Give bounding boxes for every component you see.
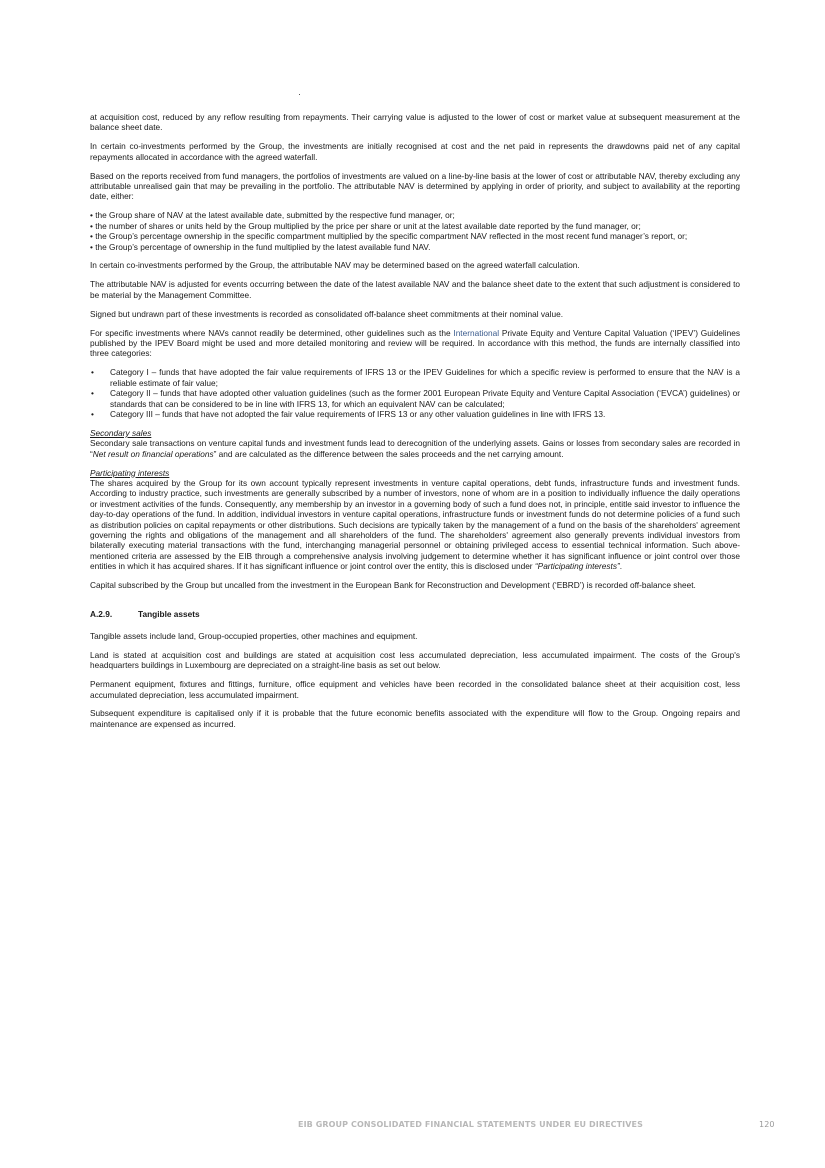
paragraph-carrying-value: at acquisition cost, reduced by any reflow resulting from repayments. Their carrying value is adjusted to the lower of cost or market value at subsequent measurement at the balance sheet date.	[90, 112, 740, 133]
text-span: .	[619, 561, 623, 572]
paragraph-undrawn: Signed but undrawn part of these investments is recorded as consolidated off-balance sheet commitments at their nominal value.	[90, 308, 564, 319]
footer-title: EIB GROUP CONSOLIDATED FINANCIAL STATEMENTS UNDER EU DIRECTIVES	[298, 1120, 643, 1129]
list-item: • Category III – funds that have not adopted the fair value requirements of IFRS 13 or any other valuation guidelines in line with IFRS 13.	[90, 409, 740, 419]
paragraph-ebrd: Capital subscribed by the Group but uncalled from the investment in the European Bank for Reconstruction and Development (‘EBRD’) is recorded off-balance sheet.	[90, 580, 696, 591]
text-span-italic: Net result on financial operations	[92, 448, 214, 459]
document-body	[90, 112, 740, 738]
paragraph-nav-adjustment: The attributable NAV is adjusted for events occurring between the date of the latest available NAV and the balance sheet date to the extent that such adjustment is considered to be material by the Management Committee.	[90, 279, 740, 300]
category-list	[90, 367, 740, 419]
nav-priority-list	[90, 210, 740, 252]
sub-heading-participating-interests: Participating interests	[90, 467, 170, 478]
paragraph-tangible-intro: Tangible assets include land, Group-occupied properties, other machines and equipment.	[90, 630, 418, 641]
page-footer	[0, 1120, 825, 1134]
paragraph-subsequent-expenditure: Subsequent expenditure is capitalised only if it is probable that the future economic benefits associated with the expenditure will flow to the Group. Ongoing repairs and maintenance are expensed as incurred.	[90, 708, 740, 729]
participating-interests-block	[90, 468, 740, 572]
list-item: • the number of shares or units held by the Group multiplied by the price per share or unit at the latest available date reported by the fund manager, or;	[90, 220, 641, 231]
list-item: • the Group’s percentage ownership in the specific compartment multiplied by the specific compartment NAV reflected in the most recent fund manager’s report, or;	[90, 231, 688, 242]
text-span: For specific investments where NAVs cannot readily be determined, other guidelines such as the	[90, 327, 454, 338]
paragraph-ipev	[90, 328, 740, 359]
paragraph-nav-valuation: Based on the reports received from fund managers, the portfolios of investments are valued on a line-by-line basis at the lower of cost or attributable NAV, thereby excluding any attributable unrealised gain that may be prevailing in the portfolio. The attributable NAV is determined by applying in order of priority, and subject to availability at the reporting date, either:	[90, 170, 740, 202]
paragraph-co-investments-cost: In certain co-investments performed by the Group, the investments are initially recognised at cost and the net paid in represents the drawdowns paid net of any capital repayments allocated in accordance with the agreed waterfall.	[90, 141, 740, 162]
list-item: • the Group’s percentage of ownership in the fund multiplied by the latest available fund NAV.	[90, 241, 431, 252]
list-item: • the Group share of NAV at the latest available date, submitted by the respective fund manager, or;	[90, 210, 455, 221]
list-item: • Category I – funds that have adopted the fair value requirements of IFRS 13 or the IPEV Guidelines for which a specific review is performed to ensure that the NAV is a reliable estimate of fair value;	[90, 367, 740, 388]
text-span: ” and are calculated as the difference between the sales proceeds and the net carrying amount.	[213, 448, 564, 459]
paragraph-waterfall: In certain co-investments performed by the Group, the attributable NAV may be determined based on the agreed waterfall calculation.	[90, 260, 580, 271]
paragraph-equipment: Permanent equipment, fixtures and fittings, furniture, office equipment and vehicles have been recorded in the consolidated balance sheet at their acquisition cost, less accumulated depreciation, less accumulated impairment.	[90, 679, 740, 700]
list-item: • Category II – funds that have adopted other valuation guidelines (such as the former 2001 European Private Equity and Venture Capital Association (‘EVCA’) guidelines) or standards that can be considered to be in line with IFRS 13, for which an equivalent NAV can be calculated;	[90, 388, 740, 409]
text-span: Secondary sale transactions on venture capital funds and investment funds lead to derecognition of the underlying assets. Gains or losses from secondary sales are recorded in “	[90, 438, 740, 459]
text-span-highlight: International	[453, 327, 500, 338]
sub-heading-secondary-sales: Secondary sales	[90, 427, 152, 438]
paragraph-land-buildings: Land is stated at acquisition cost and buildings are stated at acquisition cost less accumulated depreciation, less accumulated impairment. The costs of the Group's headquarters buildings in Luxembourg are depreciated on a straight-line basis as set out below.	[90, 649, 740, 671]
section-title: Tangible assets	[138, 608, 200, 619]
text-span: Private Equity and Venture Capital Valuation (‘IPEV’) Guidelines published by the IPEV Board might be used and more detailed monitoring and review will be required. In accordance with this method, the funds are internally classified into three categories:	[90, 327, 740, 359]
text-span-italic: “Participating interests”	[534, 561, 620, 572]
text-span: The shares acquired by the Group for its own account typically represent investments in venture capital operations, debt funds, infrastructure funds and investment funds. According to industry practice, such investments are generally subscribed by a number of investors, none of whom are in a position to individually influence the daily operations or investment activities of the funds. Consequently, any membership by an investor in a governing body of such a fund does not, in principle, entitle said investor to influence the day-to-day operations of the fund. In addition, individual investors in venture capital operations, infrastructure funds or investment funds do not determine policies of a fund such as distribution policies on capital repayments or other distributions. Such decisions are typically taken by the management of a fund on the basis of the shareholders' agreement governing the rights and obligations of the management and all shareholders of the fund. The shareholders' agreement also generally prevents individual investors from bilaterally executing material transactions with the fund, interchanging managerial personnel or obtaining privileged access to essential technical information. Such above-mentioned criteria are assessed by the EIB through a comprehensive analysis involving judgement to determine whether it has significant influence or joint control over those entities in which it has acquired shares. If it has significant influence or joint control over the entity, this is disclosed under	[90, 477, 740, 572]
page-number: 120	[759, 1120, 775, 1129]
stray-mark	[299, 94, 300, 95]
section-heading	[90, 609, 740, 619]
section-number: A.2.9.	[90, 608, 113, 619]
secondary-sales-block	[90, 428, 740, 459]
